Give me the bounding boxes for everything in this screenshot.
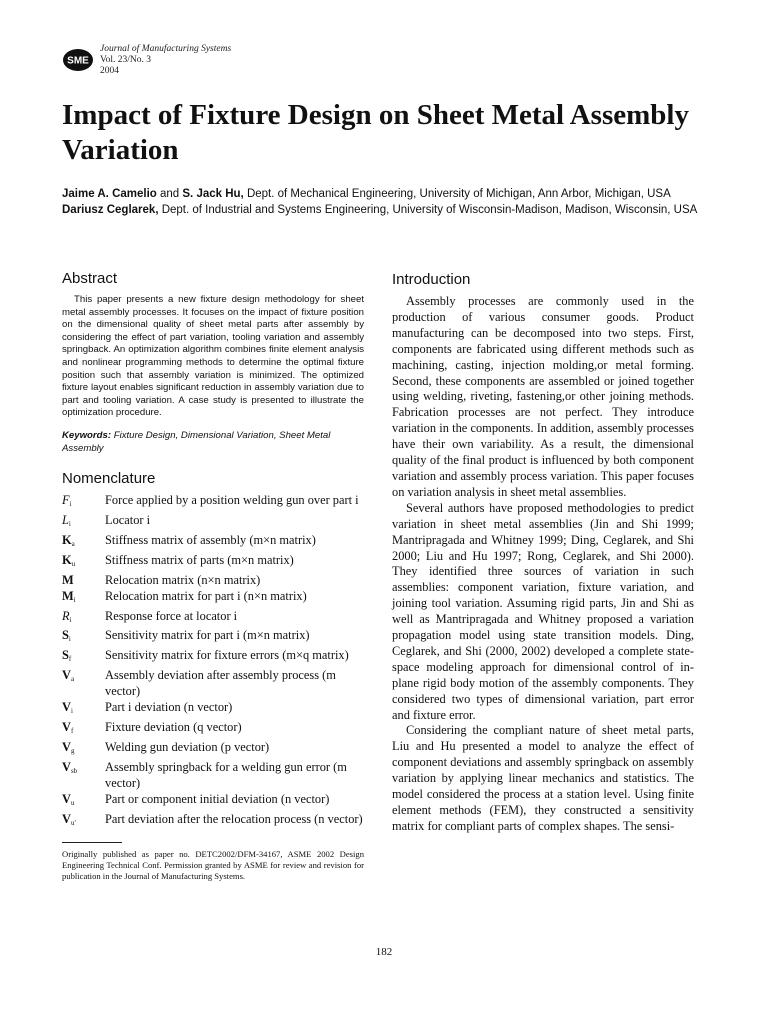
nomenclature-item [62, 493, 364, 513]
nomenclature-description: Stiffness matrix of parts (m×n matrix) [105, 552, 294, 567]
nomenclature-item [62, 740, 364, 760]
nomenclature-item [62, 760, 364, 792]
author-affiliation: Dept. of Mechanical Engineering, University of Michigan, Ann Arbor, Michigan, USA [243, 188, 671, 200]
introduction-body [392, 294, 694, 835]
nomenclature-symbol: $R_i$ [62, 608, 72, 624]
nomenclature-symbol: $F_i$ [62, 493, 72, 509]
right-column [392, 271, 694, 835]
introduction-paragraph: Assembly processes are commonly used in the production of various consumer goods. Product manufacturing can be decomposed into two steps. First, components are fabricated using different methods such as machining, casting, injection molding,or metal forming. Second, these components are assembled or joined together using welding, riveting, fastening,or other joining methods. Fabrication processes are not perfect. They introduce variation in the components. In addition, assembly processes have their own variability. As a result, the dimensional quality of the final product is influenced by both component variation and assembly process variation. This paper focuses on variation analysis in sheet metal assemblies. [392, 294, 694, 499]
keywords [62, 430, 364, 455]
nomenclature-item [62, 792, 364, 812]
nomenclature-description: Part or component initial deviation (n vector) [105, 791, 330, 806]
journal-year: 2004 [100, 66, 119, 76]
left-column [62, 270, 364, 882]
nomenclature-item [62, 553, 364, 573]
abstract-heading: Abstract [62, 270, 118, 287]
nomenclature-symbol: $V_{sb}$ [62, 759, 78, 775]
nomenclature-item [62, 700, 364, 720]
nomenclature-symbol: $V_u$ [62, 791, 75, 807]
nomenclature-symbol: $V_g$ [62, 739, 75, 755]
sme-logo [62, 48, 96, 72]
nomenclature-item [62, 628, 364, 648]
nomenclature-item [62, 648, 364, 668]
introduction-paragraph: Several authors have proposed methodologies to predict variation in sheet metal assemblies (Jin and Shi 1999; Mantripragada and Whitney 1999; Ding, Ceglarek, and Shi 2000; Liu and Hu 1997; Rong, Ceglarek, and Shi 2000). They identified three sources of variation in such assemblies: component variation, fixture variation, and joining tool variation. Assuming rigid parts, Jin and Shi as well as Mantripragada and Whitney proposed a variation propagation model using state transition models. Ding, Ceglarek, and Shi (2000, 2002) developed a complete state-space modeling approach for dimensional control of in-plane rigid body motion of the assembly components. They considered two types of dimensional variation, part error and fixture error. [392, 500, 694, 722]
nomenclature-symbol: $V_i$ [62, 700, 73, 716]
nomenclature-description: Response force at locator i [105, 608, 238, 623]
nomenclature-symbol: M [62, 572, 74, 587]
introduction-paragraph: Considering the compliant nature of sheet metal parts, Liu and Hu presented a model to analyze the effect of component deviations and assembly springback on assembly variation by applying linear mechanics and statistics. The model considered the process at a station level. Using finite element methods (FEM), they constructed a sensitivity matrix for compliant parts of complex shapes. The sensi- [392, 723, 694, 833]
nomenclature-description: Fixture deviation (q vector) [105, 720, 242, 734]
nomenclature-description: Assembly springback for a welding gun error (m vector) [105, 759, 347, 790]
author-affiliation: Dept. of Industrial and Systems Engineering, University of Wisconsin-Madison, Madison, Wisconsin, USA [158, 204, 698, 216]
journal-name: Journal of Manufacturing Systems [100, 44, 232, 54]
nomenclature-symbol: $V_f$ [62, 720, 74, 735]
journal-volume: Vol. 23/No. 3 [100, 55, 152, 65]
nomenclature-heading: Nomenclature [62, 470, 156, 488]
nomenclature-description: Assembly deviation after assembly process (m vector) [105, 668, 336, 699]
nomenclature-item [62, 513, 364, 533]
nomenclature-symbol: $V_{u'}$ [62, 811, 76, 827]
nomenclature-symbol: $K_a$ [62, 532, 75, 548]
nomenclature-description: Stiffness matrix of assembly (m×n matrix) [105, 532, 316, 547]
nomenclature-description: Welding gun deviation (p vector) [105, 739, 270, 754]
introduction-heading: Introduction [392, 271, 471, 288]
footnote: Originally published as paper no. DETC2002/DFM-34167, ASME 2002 Design Engineering Technical Conf. Permission granted by ASME for review and revision for publication in the Journal of Manufacturing Systems. [62, 849, 364, 882]
nomenclature-item [62, 668, 364, 700]
nomenclature-item [62, 812, 364, 832]
author-name: Jaime A. Camelio [62, 188, 157, 200]
nomenclature-description: Relocation matrix (n×n matrix) [105, 572, 261, 587]
author-name: Dariusz Ceglarek, [62, 204, 159, 216]
nomenclature-description: Locator i [105, 513, 151, 528]
nomenclature-symbol: $K_u$ [62, 552, 76, 568]
keywords-label: Keywords: [62, 429, 112, 441]
author-conjunction: and [156, 188, 183, 200]
page-number: 182 [375, 946, 393, 958]
nomenclature-item [62, 533, 364, 553]
journal-info [100, 44, 231, 77]
nomenclature-description: Force applied by a position welding gun over part i [105, 493, 359, 508]
sme-logo-text: SME [67, 55, 89, 67]
footnote-rule [62, 842, 122, 843]
keywords-text: Fixture Design, Dimensional Variation, Sheet Metal Assembly [62, 429, 331, 454]
author-line-2 [62, 202, 702, 218]
nomenclature-symbol: $V_a$ [62, 668, 75, 684]
paper-title: Impact of Fixture Design on Sheet Metal Assembly Variation [62, 99, 689, 166]
author-line-1 [62, 186, 702, 202]
abstract-text: This paper presents a new fixture design methodology for sheet metal assembly processes. It focuses on the impact of fixture position on the dimensional quality of sheet metal parts after assembly by considering the effect of part variation, tooling variation and assembly springback. An optimization algorithm combines finite element analysis and nonlinear programming methods to determine the optimal fixture position such that assembly variation is minimized. The optimized fixture layout enables significant reduction in assembly variation due to part and tooling variation. A case study is presented to illustrate the optimization procedure. [62, 294, 364, 419]
nomenclature-item [62, 720, 364, 740]
author-block [62, 186, 702, 218]
nomenclature-description: Part deviation after the relocation process (n vector) [105, 811, 363, 826]
author-name: S. Jack Hu, [182, 188, 244, 200]
nomenclature-description: Part i deviation (n vector) [105, 700, 233, 715]
nomenclature-description: Sensitivity matrix for part i (m×n matrix) [105, 628, 310, 643]
nomenclature-item [62, 573, 364, 589]
nomenclature-symbol: $S_f$ [62, 648, 72, 664]
nomenclature-item [62, 609, 364, 629]
nomenclature-symbol: $M_i$ [62, 588, 76, 604]
nomenclature-symbol: $S_i$ [62, 628, 71, 644]
nomenclature-list [62, 493, 364, 831]
nomenclature-description: Sensitivity matrix for fixture errors (m×q matrix) [105, 648, 349, 663]
nomenclature-symbol: $L_i$ [62, 513, 71, 529]
nomenclature-item [62, 589, 364, 609]
nomenclature-description: Relocation matrix for part i (n×n matrix) [105, 588, 307, 603]
